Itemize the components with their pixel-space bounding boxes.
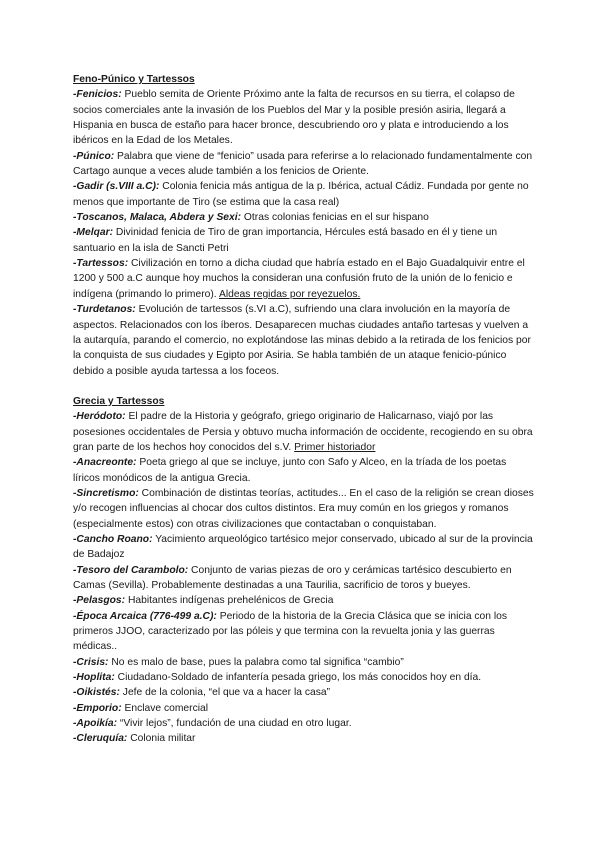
entry-term: -Emporio: (73, 702, 122, 714)
entry-term: -Toscanos, Malaca, Abdera y Sexi: (73, 212, 242, 224)
entry-turdetanos (73, 302, 535, 379)
entry-term: -Época Arcaica (776-499 a.C): (73, 610, 217, 622)
entry-term: -Melqar: (73, 227, 114, 239)
entry-text: Combinación de distintas teorías, actitudes... En el caso de la religión se crean dioses y/o recogen influencias al chocar dos cultos distintos. Era muy común en los griegos y romanos (especialmente estos) con otras civilizaciones que contactaban o conquistaban. (73, 487, 534, 530)
entry-term: -Púnico: (73, 150, 115, 162)
entry-text: Habitantes indígenas prehelénicos de Grecia (125, 595, 334, 607)
entry-text: Civilización en torno a dicha ciudad que habría estado en el Bajo Guadalquivir entre el 1200 y 500 a.C aunque hoy muchos la consideran una confusión fruto de la unión de lo fenicio e indígena (primando lo primero). (73, 258, 525, 300)
entry-text: Enclave comercial (121, 702, 209, 714)
entry-pelasgos (73, 593, 535, 608)
entry-text: Periodo de la historia de la Grecia Clásica que se inicia con los primeros JJOO, caracterizado por las póleis y que termina con la revuelta jonia y las guerras médicas.. (73, 610, 508, 653)
entry-sincretismo (73, 486, 535, 532)
section-spacer (73, 379, 535, 394)
entry-text: Evolución de tartessos (s.VI a.C), sufriendo una clara involución en la mayoría de aspectos. Relacionados con los íberos. Desaparecen muchas ciudades antaño tartesas y vuelven a la autarquía, parando el comercio, no explotándose las minas debido a la retirada de los fenicios por la conquista de sus ciudades y Egipto por Asiria. Se habla también de un ataque fenicio-púnico debido a posible ayuda tartessa a los foceos. (73, 304, 531, 377)
entry-term: -Tesoro del Carambolo: (73, 564, 189, 576)
entry-melqar (73, 225, 535, 256)
entry-term: -Apoikía: (73, 718, 118, 730)
entry-term: -Pelasgos: (73, 595, 126, 607)
entry-text: Divinidad fenicia de Tiro de gran importancia, Hércules está basado en él y tiene un santuario en la isla de Sancti Petri (73, 227, 498, 254)
entry-emporio (73, 701, 535, 716)
entry-toscanos (73, 210, 535, 225)
entry-oikistes (73, 685, 535, 700)
section-title: Feno-Púnico y Tartessos (73, 74, 195, 85)
entry-term: -Oikistés: (73, 687, 120, 699)
entry-text: El padre de la Historia y geógrafo, griego originario de Halicarnaso, viajó por las posesiones occidentales de Persia y obtuvo mucha información de occidente, recogiendo en su obra gran parte de los hechos hoy conocidos del s.V. (73, 411, 533, 453)
entry-term: -Cancho Roano: (73, 533, 153, 545)
section-feno-punico (73, 72, 535, 379)
entry-term: -Tartessos: (73, 258, 129, 270)
entry-gadir (73, 179, 535, 210)
entry-term: -Turdetanos: (73, 304, 136, 316)
entry-term: -Gadir (s.VIII a.C): (73, 181, 160, 193)
entry-term: -Hoplita: (73, 672, 115, 684)
entry-fenicios (73, 87, 535, 148)
entry-tartessos (73, 256, 535, 302)
entry-crisis (73, 655, 535, 670)
entry-text: Colonia fenicia más antigua de la p. Ibérica, actual Cádiz. Fundada por gente no menos que importante de Tiro (se estima que la casa real) (73, 181, 529, 208)
entry-text: No es malo de base, pues la palabra como tal significa “cambio” (108, 656, 404, 668)
entry-term: -Fenicios: (73, 89, 122, 101)
entry-text: “Vivir lejos”, fundación de una ciudad en otro lugar. (117, 718, 352, 730)
entry-punico (73, 149, 535, 180)
entry-text: Palabra que viene de “fenicio” usada para referirse a lo relacionado fundamentalmente con Cartago aunque a veces alude también a los fenicios de Oriente. (73, 150, 533, 178)
entry-text: Ciudadano-Soldado de infantería pesada griego, los más conocidos hoy en día. (114, 672, 482, 684)
entry-text: Poeta griego al que se incluye, junto con Safo y Alceo, en la tríada de los poetas líricos monódicos de la antigua Grecia. (73, 457, 507, 484)
entry-underlined-note: Aldeas regidas por reyezuelos. (218, 288, 361, 300)
entry-text: Colonia militar (127, 733, 196, 745)
entry-apoikia (73, 716, 535, 731)
entry-term: -Cleruquía: (73, 733, 128, 745)
entry-hoplita (73, 670, 535, 685)
entry-cleruquia (73, 731, 535, 746)
document-page (73, 72, 535, 747)
entry-text: Otras colonias fenicias en el sur hispano (241, 212, 429, 224)
entry-herodoto (73, 409, 535, 455)
entry-term: -Crisis: (73, 656, 109, 668)
entry-text: Jefe de la colonia, “el que va a hacer la casa” (119, 687, 331, 699)
entry-underlined-note: Primer historiador (294, 441, 376, 453)
entry-text: Pueblo semita de Oriente Próximo ante la falta de recursos en su tierra, el colapso de socios comerciales ante la invasión de los Pueblos del Mar y la posible presión asiria, llegará a Hispania en busca de estaño para hacer bronce, descubriendo oro y plata e introduciendo a los ibéricos en la Edad de los Metales. (73, 89, 515, 147)
entry-text: Conjunto de varias piezas de oro y cerámicas tartésico descubierto en Camas (Sevilla). Probablemente destinadas a una Taurilia, sacrificio de toros y bueyes. (73, 564, 512, 591)
entry-epoca-arcaica (73, 609, 535, 655)
entry-anacreonte (73, 455, 535, 486)
entry-text: Yacimiento arqueológico tartésico mejor conservado, ubicado al sur de la provincia de Badajoz (73, 533, 533, 561)
entry-term: -Anacreonte: (73, 457, 137, 469)
section-title: Grecia y Tartessos (73, 395, 165, 407)
section-grecia (73, 394, 535, 747)
entry-tesoro-carambolo (73, 563, 535, 594)
entry-cancho-roano (73, 532, 535, 563)
entry-term: -Heródoto: (73, 411, 126, 423)
entry-term: -Sincretismo: (73, 487, 139, 499)
